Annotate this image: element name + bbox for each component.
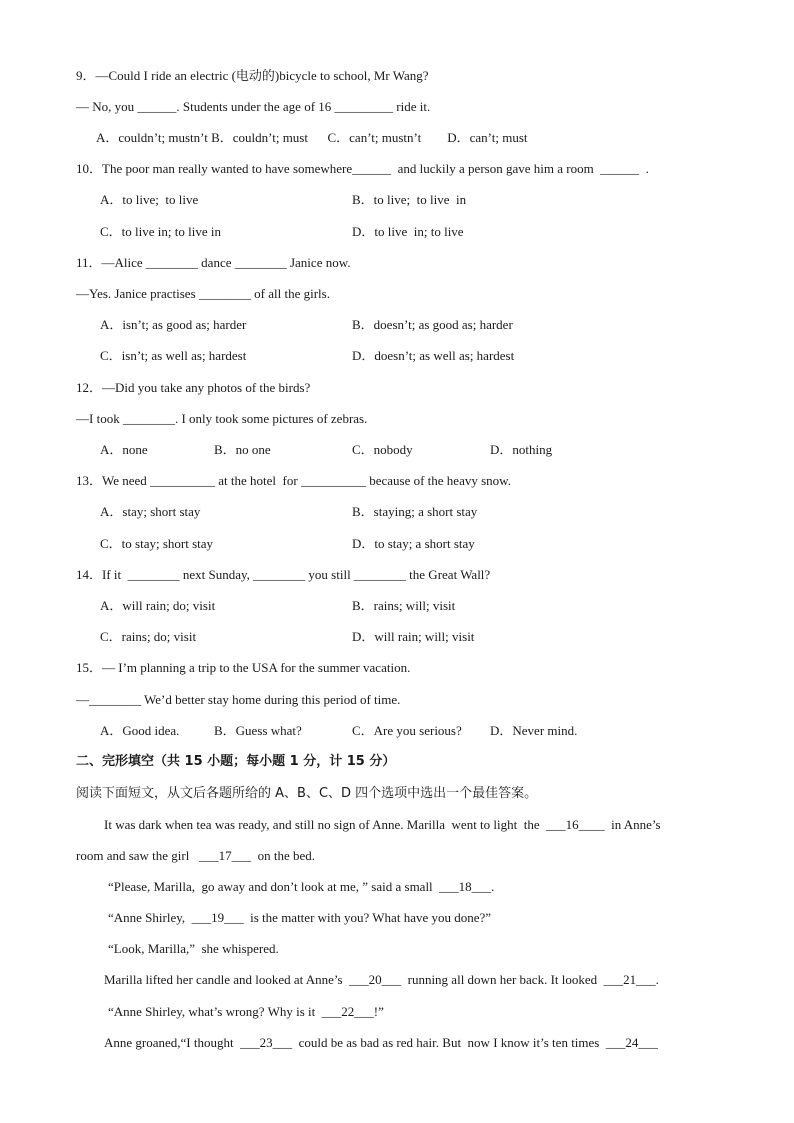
passage-line-2: room and saw the girl ___17___ on the bed.	[76, 848, 316, 863]
question-11-stem: 11．—Alice ________ dance ________ Janice now.	[76, 255, 351, 270]
passage-line-7: “Anne Shirley, what’s wrong? Why is it ___22___!”	[108, 1004, 384, 1019]
section-instruction: 阅读下面短文，从文后各题所给的 A、B、C、D 四个选项中选出一个最佳答案。	[76, 786, 538, 801]
question-15-stem: 15．— I’m planning a trip to the USA for the summer vacation.	[76, 660, 411, 675]
question-14-option-b: B．rains; will; visit	[352, 598, 456, 613]
question-9-reply: — No, you ______. Students under the age of 16 _________ ride it.	[76, 99, 431, 114]
question-11-option-c: C．isn’t; as well as; hardest	[100, 348, 247, 363]
question-12-option-a: A．none	[100, 442, 148, 457]
question-11-option-a: A．isn’t; as good as; harder	[100, 317, 247, 332]
passage-line-4: “Anne Shirley, ___19___ is the matter with you? What have you done?”	[108, 910, 492, 925]
question-12-option-c: C．nobody	[352, 442, 413, 457]
question-15-option-a: A．Good idea.	[100, 723, 180, 738]
question-13-option-b: B．staying; a short stay	[352, 504, 478, 519]
question-15-option-d: D．Never mind.	[490, 723, 578, 738]
question-12-reply: —I took ________. I only took some pictures of zebras.	[76, 411, 368, 426]
question-10-option-b: B．to live; to live in	[352, 192, 467, 207]
question-14-option-a: A．will rain; do; visit	[100, 598, 216, 613]
question-10-option-c: C．to live in; to live in	[100, 224, 221, 239]
question-12-option-b: B．no one	[214, 442, 271, 457]
question-11-option-b: B．doesn’t; as good as; harder	[352, 317, 513, 332]
question-13-option-d: D．to stay; a short stay	[352, 536, 475, 551]
question-15-option-b: B．Guess what?	[214, 723, 302, 738]
question-9-stem: 9．—Could I ride an electric (电动的)bicycle to school, Mr Wang?	[76, 68, 429, 83]
question-10-stem: 10．The poor man really wanted to have somewhere______ and luckily a person gave him a room ______ .	[76, 161, 649, 176]
question-11-reply: —Yes. Janice practises ________ of all the girls.	[76, 286, 330, 301]
question-10-option-a: A．to live; to live	[100, 192, 199, 207]
passage-line-1: It was dark when tea was ready, and still no sign of Anne. Marilla went to light the ___16____ in Anne’s	[104, 817, 661, 832]
question-12-option-d: D．nothing	[490, 442, 553, 457]
question-14-option-d: D．will rain; will; visit	[352, 629, 475, 644]
passage-line-3: “Please, Marilla, go away and don’t look at me, ” said a small ___18___.	[108, 879, 495, 894]
question-13-stem: 13．We need __________ at the hotel for __________ because of the heavy snow.	[76, 473, 511, 488]
section-heading: 二、完形填空（共 15 小题；每小题 1 分，计 15 分）	[76, 754, 396, 769]
question-13-option-c: C．to stay; short stay	[100, 536, 214, 551]
question-9-options: A．couldn’t; mustn’t B．couldn’t; must C．can’t; mustn’t D．can’t; must	[96, 130, 528, 145]
question-13-option-a: A．stay; short stay	[100, 504, 201, 519]
passage-line-6: Marilla lifted her candle and looked at Anne’s ___20___ running all down her back. It looked ___21___.	[104, 972, 659, 987]
passage-line-5: “Look, Marilla,” she whispered.	[108, 941, 279, 956]
question-10-option-d: D．to live in; to live	[352, 224, 464, 239]
question-15-reply: —________ We’d better stay home during this period of time.	[76, 692, 401, 707]
question-12-stem: 12．—Did you take any photos of the birds?	[76, 380, 311, 395]
passage-line-8: Anne groaned,“I thought ___23___ could be as bad as red hair. But now I know it’s ten times ___24___	[104, 1035, 658, 1050]
question-11-option-d: D．doesn’t; as well as; hardest	[352, 348, 515, 363]
question-14-stem: 14．If it ________ next Sunday, ________ you still ________ the Great Wall?	[76, 567, 491, 582]
question-14-option-c: C．rains; do; visit	[100, 629, 197, 644]
question-15-option-c: C．Are you serious?	[352, 723, 462, 738]
